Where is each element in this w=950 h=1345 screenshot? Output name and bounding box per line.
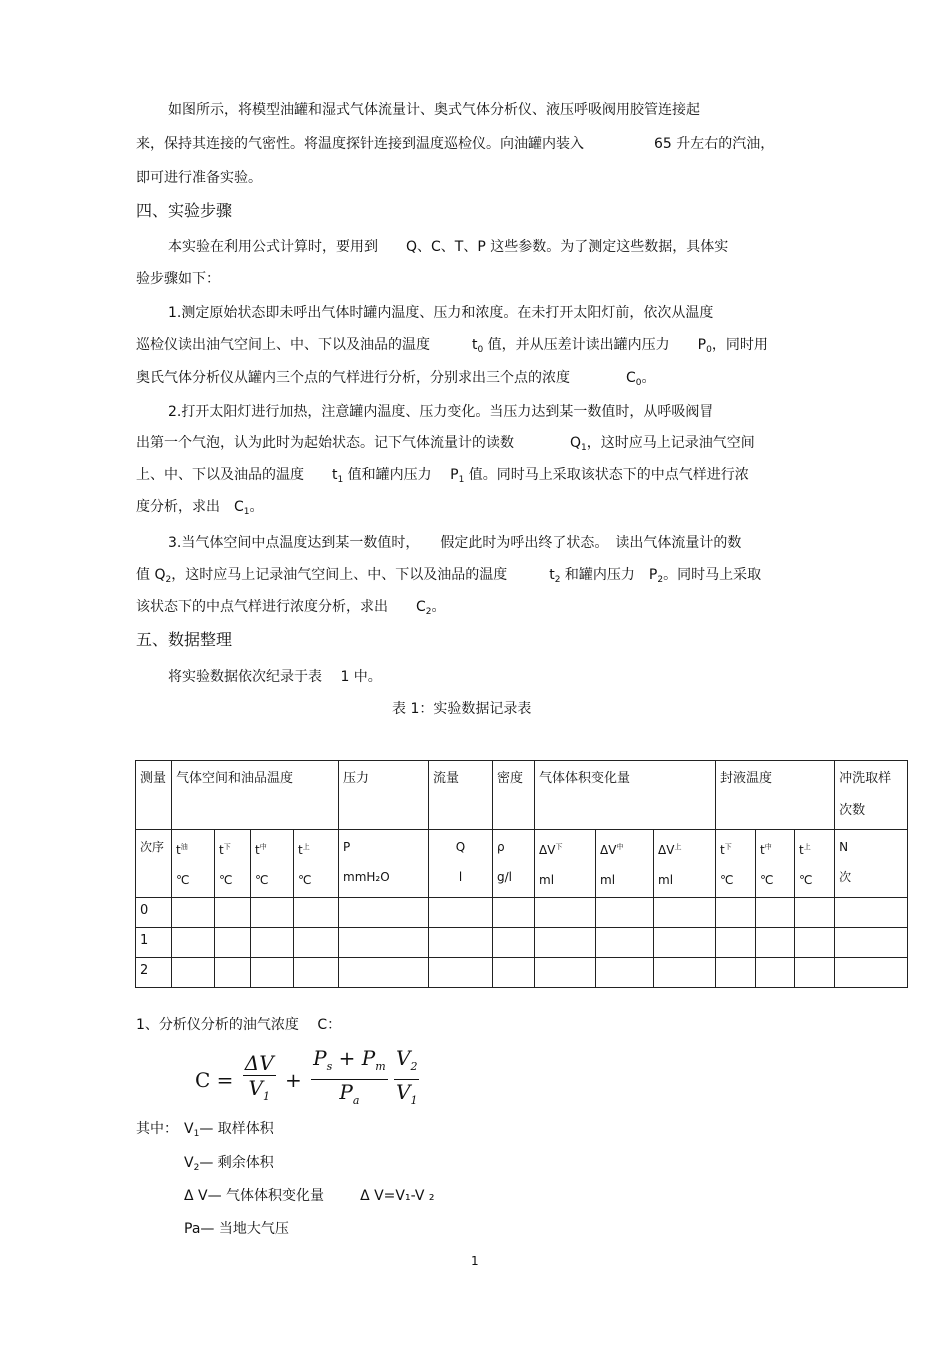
table-cell[interactable]: [795, 958, 835, 988]
table-cell[interactable]: [172, 928, 215, 958]
sub-up: 上: [803, 843, 811, 851]
t-symbol: t: [219, 843, 224, 857]
col-rinse-count: [835, 830, 908, 898]
var-sub: 1: [262, 1089, 270, 1103]
table-cell[interactable]: [339, 958, 429, 988]
step-1-line3-a: 奥氏气体分析仪从罐内三个点的气样进行分析，分别求出三个点的浓度 C: [136, 370, 636, 386]
formula-title: 1、分析仪分析的油气浓度 C：: [136, 1017, 342, 1033]
intro-line-1: 如图所示，将模型油罐和湿式气体流量计、奥式气体分析仪、液压呼吸阀用胶管连接起: [168, 102, 700, 118]
fraction-pressure: [311, 1046, 388, 1113]
concentration-formula: [192, 1046, 419, 1110]
table-cell[interactable]: [596, 928, 654, 958]
col-flow: [429, 830, 493, 898]
step-2-line3-c: 值。同时马上采取该状态下的中点气样进行浓: [464, 467, 749, 483]
table-cell[interactable]: [756, 928, 795, 958]
unit-ml: ml: [539, 873, 555, 887]
header-density: 密度: [493, 761, 535, 830]
step-1-line1: 1.测定原始状态即未呼出气体时罐内温度、压力和浓度。在未打开太阳灯前，依次从温度: [168, 305, 714, 321]
step-1-line2-b: 值，并从压差计读出罐内压力 P: [483, 337, 707, 353]
step-3-line3-b: 。: [431, 599, 446, 615]
var-v: V: [396, 1080, 411, 1104]
v1-symbol: V: [184, 1121, 194, 1137]
sub-up: 上: [674, 843, 682, 851]
table-row: [136, 928, 908, 958]
p-symbol: P: [343, 840, 351, 854]
table-cell[interactable]: [429, 928, 493, 958]
table-cell[interactable]: [756, 958, 795, 988]
definition-dv: [184, 1186, 434, 1206]
table-cell[interactable]: [215, 928, 251, 958]
section-5-p1: 将实验数据依次纪录于表 1 中。: [168, 669, 382, 685]
table-cell[interactable]: [429, 958, 493, 988]
step-2-line4-a: 度分析，求出 C: [136, 499, 244, 515]
step-2-line3: [136, 465, 749, 490]
var-ps: P: [313, 1046, 327, 1070]
unit-celsius: ℃: [298, 873, 312, 887]
table-row: [136, 958, 908, 988]
step-2-line2-b: ，这时应马上记录油气空间: [586, 435, 755, 451]
dv-text: Δ V— 气体体积变化量: [184, 1188, 325, 1204]
fraction-numerator: ΔV: [244, 1050, 274, 1075]
sub-mid: 中: [259, 843, 267, 851]
step-3-line2-b: ，这时应马上记录油气空间上、中、下以及油品的温度 t: [171, 567, 555, 583]
step-2-line3-b: 值和罐内压力 P: [343, 467, 459, 483]
table-header-row-2: [136, 830, 908, 898]
table-caption: 表 1：实验数据记录表: [392, 701, 532, 717]
fraction-numerator: [394, 1046, 419, 1080]
section-4-heading: 四、实验步骤: [136, 201, 233, 220]
table-cell[interactable]: [493, 928, 535, 958]
step-3-line2-d: 。同时马上采取: [663, 567, 762, 583]
sub-1: 1: [581, 443, 587, 453]
var-sub: 1: [410, 1094, 418, 1107]
table-cell[interactable]: [172, 898, 215, 928]
table-cell[interactable]: [251, 898, 294, 928]
table-cell[interactable]: [493, 958, 535, 988]
col-dv-low: [535, 830, 596, 898]
table-cell[interactable]: [535, 958, 596, 988]
table-cell[interactable]: [716, 928, 756, 958]
intro-line-2-amount: 65 升左右的汽油，: [654, 136, 775, 152]
sub-1-c: 1: [243, 507, 250, 517]
var-pa: P: [339, 1080, 353, 1104]
dv-equation: Δ V=V₁-V ₂: [360, 1188, 435, 1204]
inner-plus: +: [332, 1046, 362, 1070]
v2-sub: 2: [193, 1163, 200, 1173]
step-3-line2: [136, 565, 761, 590]
definition-v2: [184, 1153, 274, 1178]
table-cell[interactable]: [596, 958, 654, 988]
p-unit: mmH₂O: [343, 870, 390, 884]
table-cell[interactable]: [835, 928, 908, 958]
row-index: 2: [136, 958, 172, 988]
header-measure: 测量: [136, 761, 172, 830]
v2-symbol: V: [184, 1155, 194, 1171]
table-cell[interactable]: [251, 928, 294, 958]
fraction-denominator: [394, 1080, 419, 1113]
table-cell[interactable]: [294, 898, 339, 928]
var-sub: s: [326, 1060, 333, 1073]
q-unit: l: [458, 870, 463, 884]
t-symbol: t: [799, 843, 804, 857]
v2-text: — 剩余体积: [199, 1155, 274, 1171]
sub-up: 上: [302, 843, 310, 851]
step-1-line3-b: 。: [641, 370, 656, 386]
table-header-row-1: [136, 761, 908, 830]
rho-unit: g/l: [497, 870, 513, 884]
step-3-line2-c: 和罐内压力 P: [560, 567, 658, 583]
step-2-line2-a: 出第一个气泡，认为此时为起始状态。记下气体流量计的读数 Q: [136, 435, 582, 451]
col-seal-mid: [756, 830, 795, 898]
sub-low: 下: [555, 843, 563, 851]
col-dv-mid: [596, 830, 654, 898]
t-symbol: t: [255, 843, 260, 857]
var-pm: P: [361, 1046, 376, 1070]
definition-v1: [136, 1119, 274, 1144]
table-cell[interactable]: [654, 958, 716, 988]
v1-text: — 取样体积: [199, 1121, 274, 1137]
table-cell[interactable]: [339, 928, 429, 958]
step-2-line4-b: 。: [249, 499, 264, 515]
formula-plus: +: [285, 1067, 302, 1092]
step-3-line3-a: 该状态下的中点气样进行浓度分析，求出 C: [136, 599, 426, 615]
sub-low: 下: [223, 843, 231, 851]
unit-celsius: ℃: [760, 873, 774, 887]
unit-celsius: ℃: [799, 873, 813, 887]
table-cell[interactable]: [716, 898, 756, 928]
table-cell[interactable]: [716, 958, 756, 988]
t-symbol: t: [176, 843, 181, 857]
rho-symbol: ρ: [497, 840, 505, 854]
row-index: 1: [136, 928, 172, 958]
t-symbol: t: [720, 843, 725, 857]
row-index: 0: [136, 898, 172, 928]
step-2-line4: [136, 497, 264, 522]
table-cell[interactable]: [493, 898, 535, 928]
unit-celsius: ℃: [255, 873, 269, 887]
step-1-line2-c: ，同时用: [711, 337, 768, 353]
col-t-mid: [251, 830, 294, 898]
col-pressure: [339, 830, 429, 898]
table-cell[interactable]: [215, 958, 251, 988]
where-label: 其中：: [136, 1121, 178, 1137]
step-3-line1: 3.当气体空间中点温度达到某一数值时， 假定此时为呼出终了状态。 读出气体流量计的数: [168, 535, 742, 551]
n-unit: 次: [839, 870, 852, 884]
intro-line-2-text: 来，保持其连接的气密性。将温度探针连接到温度巡检仪。向油罐内装入: [136, 136, 584, 152]
header-pressure: 压力: [339, 761, 429, 830]
table-cell[interactable]: [756, 898, 795, 928]
header-volume-change: 气体体积变化量: [535, 761, 716, 830]
sub-0: 0: [477, 345, 484, 355]
fraction-denominator: [311, 1080, 388, 1113]
unit-celsius: ℃: [219, 873, 233, 887]
var-sub: m: [375, 1060, 386, 1073]
table-cell[interactable]: [596, 898, 654, 928]
col-seal-low: [716, 830, 756, 898]
step-1-line2: [136, 335, 768, 360]
sub-2: 2: [165, 575, 172, 585]
table-cell[interactable]: [795, 928, 835, 958]
table-cell[interactable]: [654, 928, 716, 958]
table-cell[interactable]: [215, 898, 251, 928]
step-1-line3: [136, 368, 656, 393]
intro-line-2: [136, 134, 774, 154]
sub-1-p: 1: [458, 475, 465, 485]
col-density: [493, 830, 535, 898]
unit-celsius: ℃: [720, 873, 734, 887]
fraction-v2-v1: [394, 1046, 419, 1113]
table-cell[interactable]: [294, 958, 339, 988]
table-cell[interactable]: [535, 898, 596, 928]
t-symbol: t: [760, 843, 765, 857]
sub-mid: 中: [616, 843, 624, 851]
section-4-p1-line2: 验步骤如下：: [136, 271, 220, 287]
step-2-line2: [136, 433, 755, 458]
unit-ml: ml: [658, 873, 674, 887]
col-t-oil: [172, 830, 215, 898]
step-1-line2-a: 巡检仪读出油气空间上、中、下以及油品的温度 t: [136, 337, 478, 353]
section-5-heading: 五、数据整理: [136, 630, 233, 649]
var-v: V: [248, 1075, 263, 1100]
col-t-up: [294, 830, 339, 898]
dv-symbol: ΔV: [600, 843, 617, 857]
col-dv-up: [654, 830, 716, 898]
unit-celsius: ℃: [176, 873, 190, 887]
step-3-line3: [136, 597, 446, 622]
intro-line-3: 即可进行准备实验。: [136, 170, 262, 186]
table-cell[interactable]: [172, 958, 215, 988]
table-cell[interactable]: [339, 898, 429, 928]
header-seal-temperature: 封液温度: [716, 761, 835, 830]
col-seal-up: [795, 830, 835, 898]
header-flow: 流量: [429, 761, 493, 830]
table-cell[interactable]: [429, 898, 493, 928]
v1-sub: 1: [193, 1129, 200, 1139]
table-cell[interactable]: [795, 898, 835, 928]
page-number: 1: [471, 1254, 479, 1268]
sub-2-p: 2: [657, 575, 664, 585]
table-cell[interactable]: [251, 958, 294, 988]
table-cell[interactable]: [654, 898, 716, 928]
table-cell[interactable]: [294, 928, 339, 958]
q-symbol: Q: [455, 840, 466, 854]
dv-symbol: ΔV: [539, 843, 556, 857]
var-v: V: [396, 1046, 411, 1070]
sub-mid: 中: [764, 843, 772, 851]
fraction-denominator: [243, 1076, 276, 1109]
table-row: [136, 898, 908, 928]
sub-0-p: 0: [706, 345, 712, 355]
sub-oil: 油: [180, 843, 188, 851]
section-4-p1-line1: 本实验在利用公式计算时，要用到 Q、C、T、P 这些参数。为了测定这些数据，具体实: [168, 239, 729, 255]
data-table: [135, 760, 908, 988]
step-3-line2-a: 值 Q: [136, 567, 166, 583]
fraction-numerator: [311, 1046, 388, 1080]
sub-2-t: 2: [554, 575, 561, 585]
header-rinse-count: 冲洗取样次数: [835, 761, 908, 830]
var-sub: 2: [410, 1060, 418, 1073]
table-cell[interactable]: [835, 958, 908, 988]
formula-lhs: C =: [195, 1067, 234, 1092]
dv-symbol: ΔV: [658, 843, 675, 857]
sub-low: 下: [724, 843, 732, 851]
col-t-low: [215, 830, 251, 898]
n-symbol: N: [839, 840, 849, 854]
var-sub: a: [352, 1094, 360, 1107]
sub-1-t: 1: [337, 475, 344, 485]
sub-2-c: 2: [425, 607, 432, 617]
step-2-line1: 2.打开太阳灯进行加热，注意罐内温度、压力变化。当压力达到某一数值时，从呼吸阀冒: [168, 404, 714, 420]
sub-0-c: 0: [635, 378, 642, 388]
header-order: 次序: [136, 830, 172, 898]
table-cell[interactable]: [835, 898, 908, 928]
definition-pa: Pa— 当地大气压: [184, 1221, 289, 1237]
table-cell[interactable]: [535, 928, 596, 958]
fraction-dv-v1: [243, 1051, 276, 1109]
header-temperature: 气体空间和油品温度: [172, 761, 339, 830]
unit-ml: ml: [600, 873, 616, 887]
t-symbol: t: [298, 843, 303, 857]
step-2-line3-a: 上、中、下以及油品的温度 t: [136, 467, 338, 483]
